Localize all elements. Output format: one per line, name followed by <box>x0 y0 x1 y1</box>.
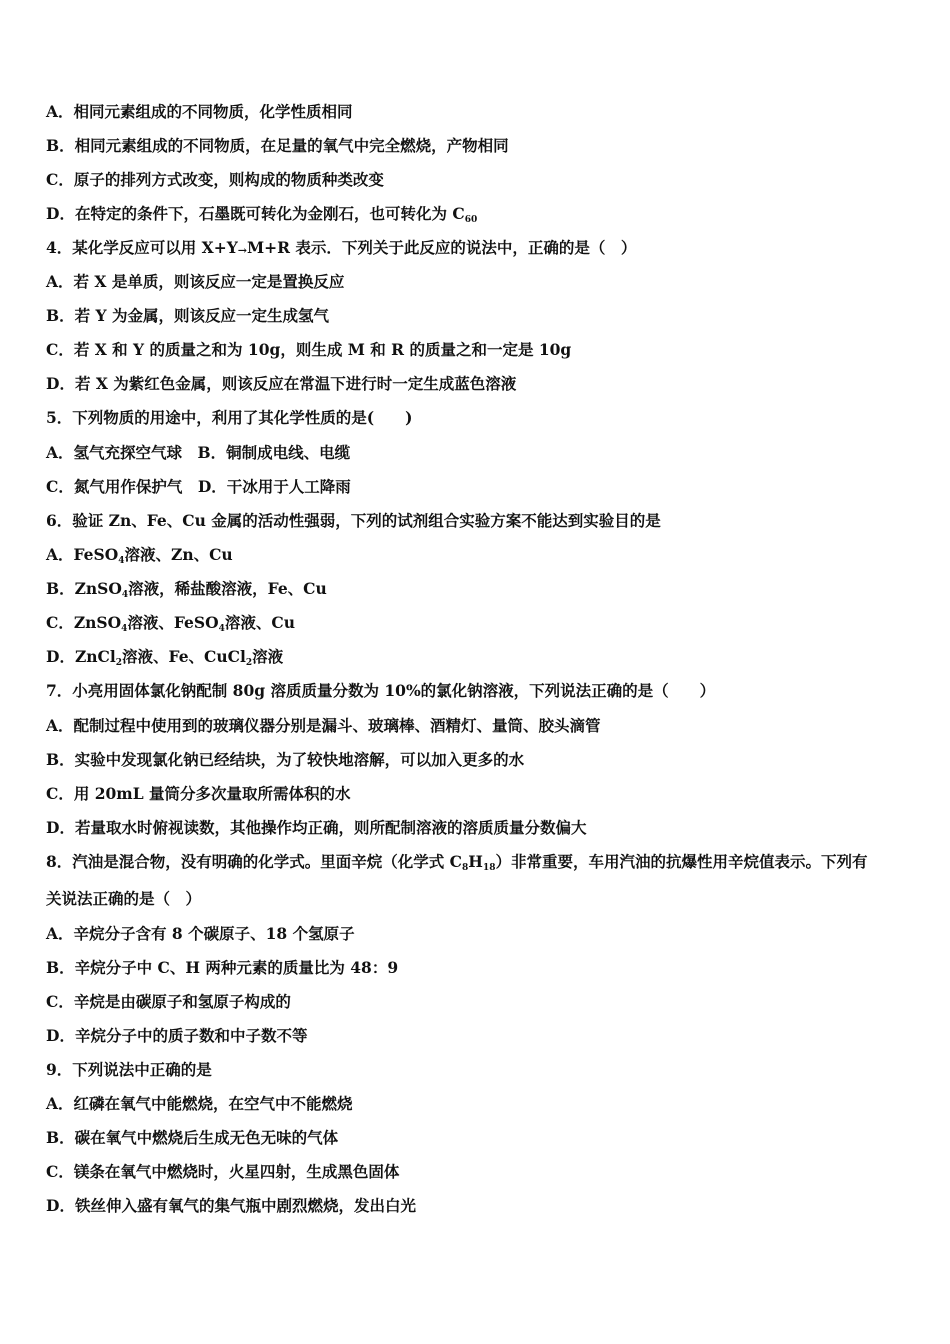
q4-option-c: C．若 X 和 Y 的质量之和为 10g，则生成 M 和 R 的质量之和一定是 10g <box>46 340 572 359</box>
q8-stem-pre: 8．汽油是混合物，没有明确的化学式。里面辛烷（化学式 C <box>46 852 463 871</box>
q6-c-post: 溶液、Cu <box>224 613 295 632</box>
q6-d-mid: 溶液、Fe、CuCl <box>122 647 246 666</box>
q3-option-c: C．原子的排列方式改变，则构成的物质种类改变 <box>46 170 384 189</box>
reaction-arrow-icon: → <box>237 244 247 257</box>
q9-stem: 9．下列说法中正确的是 <box>46 1060 212 1079</box>
q6-a-sub: 4 <box>118 556 125 566</box>
q7-stem: 7．小亮用固体氯化钠配制 80g 溶质质量分数为 10%的氯化钠溶液，下列说法正确的是（ ） <box>46 681 716 700</box>
q6-d-sub: 2 <box>115 658 123 668</box>
q6-a-pre: A．FeSO <box>46 545 119 564</box>
q6-stem: 6．验证 Zn、Fe、Cu 金属的活动性强弱，下列的试剂组合实验方案不能达到实验目的是 <box>46 511 661 530</box>
q5-options-ab: A．氢气充探空气球 B．铜制成电线、电缆 <box>46 443 351 462</box>
q3-option-d <box>46 203 477 228</box>
q4-option-d: D．若 X 为紫红色金属，则该反应在常温下进行时一定生成蓝色溶液 <box>46 374 517 393</box>
q6-c-sub2: 4 <box>218 624 225 634</box>
q9-option-c: C．镁条在氧气中燃烧时，火星四射，生成黑色固体 <box>46 1162 400 1181</box>
q8-stem-post: ）非常重要，车用汽油的抗爆性用辛烷值表示。下列有 <box>495 852 868 871</box>
q9-option-a: A．红磷在氧气中能燃烧，在空气中不能燃烧 <box>46 1094 353 1113</box>
q4-stem-end: M+R 表示．下列关于此反应的说法中，正确的是（ ） <box>246 238 637 257</box>
q8-option-c: C．辛烷是由碳原子和氢原子构成的 <box>46 992 291 1011</box>
q7-option-b: B．实验中发现氯化钠已经结块，为了较快地溶解，可以加入更多的水 <box>46 750 525 769</box>
q8-stem-line2: 关说法正确的是（ ） <box>46 889 202 908</box>
q6-d-pre: D．ZnCl <box>46 647 116 666</box>
q6-option-d <box>46 646 283 671</box>
q7-option-c: C．用 20mL 量筒分多次量取所需体积的水 <box>46 784 351 803</box>
q6-c-mid: 溶液、FeSO <box>127 613 219 632</box>
q6-a-post: 溶液、Zn、Cu <box>124 545 233 564</box>
q6-option-a <box>46 544 233 569</box>
q6-d-post: 溶液 <box>252 647 284 666</box>
q8-stem-sub1: 8 <box>462 863 469 873</box>
q8-stem-mid: H <box>468 852 483 871</box>
q8-option-b: B．辛烷分子中 C、H 两种元素的质量比为 48：9 <box>46 958 399 977</box>
q5-options-cd: C．氮气用作保护气 D．干冰用于人工降雨 <box>46 477 351 496</box>
q6-option-b <box>46 578 327 603</box>
q6-d-sub2: 2 <box>245 658 253 668</box>
q5-stem: 5．下列物质的用途中，利用了其化学性质的是( ) <box>46 408 413 427</box>
q3-option-d-text: D．在特定的条件下，石墨既可转化为金刚石，也可转化为 C <box>46 204 465 223</box>
q8-stem-sub2: 18 <box>482 863 496 873</box>
q4-stem <box>46 237 636 261</box>
q8-option-a: A．辛烷分子含有 8 个碳原子、18 个氢原子 <box>46 924 355 943</box>
q6-b-pre: B．ZnSO <box>46 579 122 598</box>
q6-b-sub: 4 <box>121 590 129 600</box>
q3-option-d-subscript: 60 <box>464 215 478 225</box>
q3-option-b: B．相同元素组成的不同物质，在足量的氧气中完全燃烧，产物相同 <box>46 136 509 155</box>
q6-option-c <box>46 612 295 637</box>
q6-c-sub: 4 <box>121 624 128 634</box>
q7-option-a: A．配制过程中使用到的玻璃仪器分别是漏斗、玻璃棒、酒精灯、量筒、胶头滴管 <box>46 716 601 735</box>
q8-option-d: D．辛烷分子中的质子数和中子数不等 <box>46 1026 308 1045</box>
q6-c-pre: C．ZnSO <box>46 613 122 632</box>
q4-stem-start: 4．某化学反应可以用 X+Y <box>46 238 238 257</box>
q8-stem-line1 <box>46 851 868 876</box>
q9-option-d: D．铁丝伸入盛有氧气的集气瓶中剧烈燃烧，发出白光 <box>46 1196 416 1215</box>
q4-option-b: B．若 Y 为金属，则该反应一定生成氢气 <box>46 306 329 325</box>
q4-option-a: A．若 X 是单质，则该反应一定是置换反应 <box>46 272 345 291</box>
q7-option-d: D．若量取水时俯视读数，其他操作均正确，则所配制溶液的溶质质量分数偏大 <box>46 818 587 837</box>
q6-b-post: 溶液，稀盐酸溶液，Fe、Cu <box>128 579 327 598</box>
q9-option-b: B．碳在氧气中燃烧后生成无色无味的气体 <box>46 1128 339 1147</box>
q3-option-a: A．相同元素组成的不同物质，化学性质相同 <box>46 102 353 121</box>
